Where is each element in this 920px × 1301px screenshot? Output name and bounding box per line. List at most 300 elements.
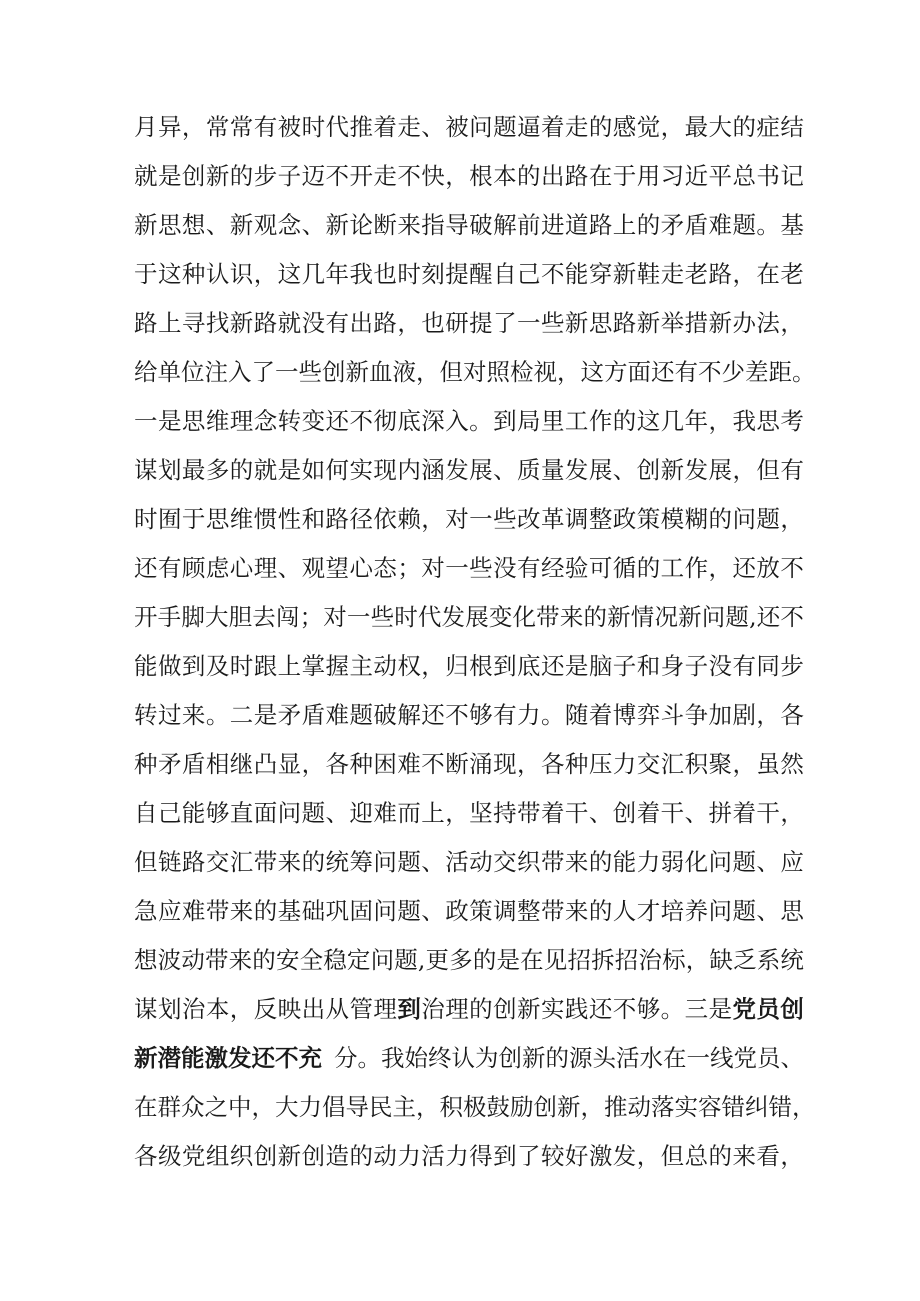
text-char: 干 bbox=[756, 799, 780, 827]
text-char: 新 bbox=[612, 260, 637, 288]
text-char: 开 bbox=[134, 603, 158, 631]
text-char: 念 bbox=[277, 211, 302, 239]
text-char: 平 bbox=[708, 162, 732, 190]
text-char: 自 bbox=[493, 260, 517, 288]
text-char: 如 bbox=[301, 456, 326, 484]
text-char: 活 bbox=[445, 848, 469, 876]
text-char: 、 bbox=[756, 897, 780, 925]
text-char: 、 bbox=[612, 456, 637, 484]
text-char: 理 bbox=[445, 995, 469, 1023]
text-char: 发 bbox=[612, 1142, 637, 1170]
text-char: 反 bbox=[253, 995, 278, 1023]
text-char: 展 bbox=[469, 456, 493, 484]
text-char: 新 bbox=[229, 309, 254, 337]
text-char: 破 bbox=[373, 701, 397, 729]
text-char: 些 bbox=[469, 554, 493, 582]
text-char: 发 bbox=[564, 456, 589, 484]
text-char: 子 bbox=[277, 162, 302, 190]
text-char: 出 bbox=[349, 309, 373, 337]
text-char: 拼 bbox=[708, 799, 732, 827]
text-char: 的 bbox=[472, 946, 497, 974]
text-char: 到 bbox=[493, 652, 517, 680]
text-line bbox=[134, 1083, 816, 1132]
text-char: 手 bbox=[157, 603, 182, 631]
text-char: 难 bbox=[708, 211, 732, 239]
text-char: 相 bbox=[205, 750, 230, 778]
text-char: 路 bbox=[181, 848, 206, 876]
text-char: 到 bbox=[493, 1142, 517, 1170]
text-char: 交 bbox=[636, 750, 661, 778]
text-char: 思 bbox=[157, 211, 182, 239]
text-char: 问 bbox=[708, 897, 732, 925]
text-char: 路 bbox=[588, 211, 613, 239]
text-char: 创 bbox=[636, 456, 661, 484]
text-char: ， bbox=[732, 260, 756, 288]
text-char: ， bbox=[251, 1093, 275, 1121]
text-char: 不 bbox=[325, 162, 349, 190]
text-char: 还 bbox=[421, 701, 445, 729]
text-char: 组 bbox=[205, 1142, 230, 1170]
text-char: 的 bbox=[517, 162, 541, 190]
text-char: 新 bbox=[708, 309, 732, 337]
text-char: 维 bbox=[205, 407, 230, 435]
text-char: 题 bbox=[725, 603, 749, 631]
text-char: 推 bbox=[604, 1093, 628, 1121]
text-char: 策 bbox=[636, 505, 661, 533]
text-char: 题 bbox=[397, 848, 421, 876]
text-char: 思 bbox=[780, 897, 804, 925]
text-char: 了 bbox=[517, 1142, 541, 1170]
text-char: 带 bbox=[540, 897, 565, 925]
text-char: 带 bbox=[205, 897, 230, 925]
text-char: 的 bbox=[588, 848, 613, 876]
text-char: 波 bbox=[157, 946, 182, 974]
text-char: 老 bbox=[780, 260, 804, 288]
text-char: 几 bbox=[660, 407, 685, 435]
text-char: ， bbox=[445, 799, 469, 827]
text-char: 常 bbox=[205, 113, 230, 141]
text-char: 多 bbox=[449, 946, 473, 974]
text-char: ， bbox=[557, 358, 581, 386]
text-char: 。 bbox=[205, 701, 230, 729]
text-char: 展 bbox=[465, 603, 489, 631]
text-char: 有 bbox=[517, 554, 541, 582]
text-char: 过 bbox=[157, 701, 182, 729]
text-char: 但 bbox=[134, 848, 158, 876]
text-char: 实 bbox=[540, 995, 565, 1023]
text-char: 也 bbox=[373, 260, 397, 288]
text-char: 年 bbox=[684, 407, 709, 435]
text-char: 力 bbox=[517, 701, 541, 729]
text-char: 顾 bbox=[181, 554, 206, 582]
text-char: 的 bbox=[253, 897, 278, 925]
text-char: 态 bbox=[373, 554, 397, 582]
text-char: 去 bbox=[252, 603, 276, 631]
text-char: 些 bbox=[370, 603, 395, 631]
text-char: 培 bbox=[660, 897, 685, 925]
text-char: 不 bbox=[445, 701, 469, 729]
text-char: 链 bbox=[157, 848, 182, 876]
text-line bbox=[134, 838, 804, 887]
text-char: 有 bbox=[253, 113, 278, 141]
text-char: 时 bbox=[394, 603, 418, 631]
text-char: 不 bbox=[698, 358, 722, 386]
text-char: 种 bbox=[349, 750, 373, 778]
text-char: 、 bbox=[756, 848, 780, 876]
text-char: 汇 bbox=[229, 848, 254, 876]
text-char: 纠 bbox=[745, 1093, 769, 1121]
text-char: ， bbox=[708, 407, 732, 435]
text-line bbox=[134, 740, 804, 789]
text-char: 一 bbox=[134, 407, 158, 435]
text-char: 到 bbox=[397, 995, 421, 1023]
text-line bbox=[134, 985, 804, 1034]
text-char: 安 bbox=[275, 946, 300, 974]
text-char: 能 bbox=[564, 260, 589, 288]
text-char: 坚 bbox=[469, 799, 493, 827]
text-char: 创 bbox=[780, 995, 804, 1023]
text-char: 对 bbox=[323, 603, 347, 631]
text-char: 这 bbox=[157, 260, 182, 288]
text-line bbox=[134, 1132, 804, 1181]
text-char: 问 bbox=[701, 603, 726, 631]
text-char: 拆 bbox=[591, 946, 615, 974]
text-char: 力 bbox=[298, 1093, 322, 1121]
text-char: 群 bbox=[157, 1093, 181, 1121]
text-char: 的 bbox=[708, 505, 732, 533]
text-char: 来 bbox=[397, 211, 421, 239]
text-char: ， bbox=[780, 505, 804, 533]
text-char: 的 bbox=[229, 162, 254, 190]
text-char: 应 bbox=[157, 897, 182, 925]
text-char: 归 bbox=[445, 652, 469, 680]
text-char: 直 bbox=[229, 799, 254, 827]
text-char: 底 bbox=[397, 407, 421, 435]
text-char: 了 bbox=[251, 358, 275, 386]
text-char: 新 bbox=[205, 162, 230, 190]
text-char: 能 bbox=[612, 848, 637, 876]
text-char: 是 bbox=[157, 407, 182, 435]
text-char: 对 bbox=[463, 358, 487, 386]
text-char: 最 bbox=[684, 113, 709, 141]
text-char: 觉 bbox=[636, 113, 661, 141]
text-char: 到 bbox=[493, 407, 517, 435]
text-char: 难 bbox=[325, 701, 349, 729]
text-char: 来 bbox=[228, 946, 253, 974]
text-char: 应 bbox=[780, 848, 804, 876]
text-char: 能 bbox=[181, 799, 206, 827]
text-char: 新 bbox=[607, 603, 631, 631]
text-char: 路 bbox=[612, 309, 637, 337]
text-char: 改 bbox=[517, 505, 541, 533]
text-char: 距 bbox=[768, 358, 792, 386]
text-char: 上 bbox=[421, 799, 445, 827]
text-char: 维 bbox=[229, 505, 254, 533]
text-char: 现 bbox=[373, 456, 397, 484]
text-char: 着 bbox=[732, 799, 756, 827]
text-char: ， bbox=[780, 1142, 804, 1170]
text-char: 治 bbox=[181, 995, 206, 1023]
text-char: 的 bbox=[229, 456, 254, 484]
text-char: 记 bbox=[780, 162, 804, 190]
text-char: 一 bbox=[445, 554, 469, 582]
text-char: 谋 bbox=[134, 456, 158, 484]
text-char: 握 bbox=[325, 652, 349, 680]
text-char: ， bbox=[732, 456, 756, 484]
text-char: 给 bbox=[134, 358, 158, 386]
text-char: 现 bbox=[493, 750, 517, 778]
text-char: 变 bbox=[301, 407, 326, 435]
text-char: 积 bbox=[684, 750, 709, 778]
text-char: 动 bbox=[469, 848, 493, 876]
text-char: 民 bbox=[369, 1093, 393, 1121]
text-char: ， bbox=[660, 113, 685, 141]
text-char: 各 bbox=[540, 750, 565, 778]
text-char: 工 bbox=[564, 407, 589, 435]
text-char: 自 bbox=[134, 799, 158, 827]
text-char: 是 bbox=[157, 162, 182, 190]
text-char: 检 bbox=[510, 358, 534, 386]
text-char: 对 bbox=[445, 505, 469, 533]
text-line bbox=[134, 593, 804, 642]
text-char: 着 bbox=[540, 799, 565, 827]
text-char: 创 bbox=[322, 358, 346, 386]
text-char: 映 bbox=[277, 995, 302, 1023]
text-char: 、 bbox=[421, 113, 445, 141]
text-char: 路 bbox=[373, 309, 397, 337]
text-char: 不 bbox=[780, 554, 804, 582]
text-char: 出 bbox=[540, 162, 565, 190]
text-char: 逼 bbox=[517, 113, 541, 141]
text-char: 年 bbox=[325, 260, 349, 288]
text-char: 、 bbox=[421, 848, 445, 876]
text-char: 展 bbox=[588, 456, 613, 484]
text-char: 矛 bbox=[660, 211, 685, 239]
text-char: 理 bbox=[373, 995, 397, 1023]
text-char: 新 bbox=[660, 456, 685, 484]
text-char: 干 bbox=[660, 799, 685, 827]
text-char: 径 bbox=[349, 505, 373, 533]
text-char: 时 bbox=[301, 113, 326, 141]
text-char: 代 bbox=[325, 113, 349, 141]
text-char: 汇 bbox=[660, 750, 685, 778]
text-char: 基 bbox=[780, 211, 804, 239]
text-char: 。 bbox=[660, 995, 685, 1023]
text-char: 解 bbox=[493, 211, 517, 239]
text-char: 注 bbox=[204, 358, 228, 386]
text-line bbox=[134, 152, 804, 201]
text-char: 题 bbox=[397, 897, 421, 925]
text-char: 的 bbox=[612, 407, 637, 435]
text-char: 种 bbox=[181, 260, 206, 288]
text-char: 己 bbox=[517, 260, 541, 288]
text-char: 缺 bbox=[709, 946, 733, 974]
text-char: 还 bbox=[588, 995, 613, 1023]
text-char: 定 bbox=[346, 946, 371, 974]
text-char: 种 bbox=[134, 750, 158, 778]
text-char: 、 bbox=[493, 456, 517, 484]
text-char: 主 bbox=[392, 1093, 416, 1121]
text-char: 进 bbox=[540, 211, 565, 239]
text-char: 时 bbox=[397, 260, 421, 288]
text-char: 措 bbox=[684, 309, 709, 337]
text-char: 织 bbox=[229, 1142, 254, 1170]
text-char: 多 bbox=[205, 456, 230, 484]
text-char: ， bbox=[636, 1142, 661, 1170]
text-char: 带 bbox=[204, 946, 229, 974]
text-char: 极 bbox=[463, 1093, 487, 1121]
text-char: 同 bbox=[756, 652, 780, 680]
text-char: 、 bbox=[325, 799, 349, 827]
text-char: ， bbox=[580, 1093, 604, 1121]
text-char: 。 bbox=[540, 701, 565, 729]
text-char: 位 bbox=[181, 358, 205, 386]
text-char: 经 bbox=[540, 554, 565, 582]
text-char: 显 bbox=[277, 750, 302, 778]
text-char: 题 bbox=[732, 897, 756, 925]
text-char: 带 bbox=[536, 603, 560, 631]
text-char: 在 bbox=[588, 162, 613, 190]
text-char: 从 bbox=[325, 995, 349, 1023]
text-char: 的 bbox=[349, 1142, 373, 1170]
text-char: 理 bbox=[253, 554, 278, 582]
text-char: 作 bbox=[684, 554, 709, 582]
text-char: 难 bbox=[373, 799, 397, 827]
text-char: 前 bbox=[517, 211, 541, 239]
text-char: 员 bbox=[756, 995, 780, 1023]
text-char: 问 bbox=[277, 799, 302, 827]
text-char: 调 bbox=[564, 505, 589, 533]
text-char: 稳 bbox=[323, 946, 347, 974]
text-segment: 分。我始终认为创新的源头活水在一线党员、 bbox=[334, 1044, 804, 1072]
text-char: 不 bbox=[780, 603, 804, 631]
text-char: 、 bbox=[421, 897, 445, 925]
text-char: 彻 bbox=[373, 407, 397, 435]
text-char: 众 bbox=[181, 1093, 205, 1121]
bold-heading-text: 新潜能激发还不充 bbox=[134, 1044, 322, 1072]
text-char: 、 bbox=[301, 211, 326, 239]
text-char: 断 bbox=[445, 750, 469, 778]
text-char: 问 bbox=[732, 505, 756, 533]
text-char: 单 bbox=[157, 358, 181, 386]
text-char: 的 bbox=[301, 848, 326, 876]
text-char: 面 bbox=[253, 799, 278, 827]
text-char: 发 bbox=[445, 456, 469, 484]
text-char: 于 bbox=[181, 505, 206, 533]
text-char: 还 bbox=[134, 554, 158, 582]
text-char: 开 bbox=[349, 162, 373, 190]
text-char: 创 bbox=[253, 1142, 278, 1170]
text-char: 党 bbox=[732, 995, 756, 1023]
text-char: 够 bbox=[469, 701, 493, 729]
text-char: 来 bbox=[564, 848, 589, 876]
text-char: 党 bbox=[181, 1142, 206, 1170]
text-char: 考 bbox=[780, 407, 804, 435]
text-char: 较 bbox=[540, 1142, 565, 1170]
text-char: 动 bbox=[181, 946, 205, 974]
text-char: 斗 bbox=[660, 701, 685, 729]
text-char: 总 bbox=[684, 1142, 709, 1170]
text-char: 新 bbox=[517, 995, 541, 1023]
text-char: 是 bbox=[277, 456, 302, 484]
text-char: 发 bbox=[684, 456, 709, 484]
text-char: 赖 bbox=[397, 505, 421, 533]
text-char: 种 bbox=[564, 750, 589, 778]
text-char: ， bbox=[756, 701, 780, 729]
text-char: 新 bbox=[134, 211, 158, 239]
text-char: 筹 bbox=[349, 848, 373, 876]
text-char: 掌 bbox=[301, 652, 326, 680]
text-char: 囿 bbox=[157, 505, 182, 533]
text-char: 剧 bbox=[732, 701, 756, 729]
text-char: 鼓 bbox=[486, 1093, 510, 1121]
text-char: 血 bbox=[369, 358, 393, 386]
text-char: 三 bbox=[684, 995, 709, 1023]
text-char: 及 bbox=[205, 652, 230, 680]
text-char: 的 bbox=[252, 946, 276, 974]
text-char: 老 bbox=[684, 260, 709, 288]
text-char: 上 bbox=[612, 211, 637, 239]
text-char: 方 bbox=[604, 358, 628, 386]
text-char: ， bbox=[780, 799, 804, 827]
text-char: 没 bbox=[708, 652, 732, 680]
text-char: 。 bbox=[792, 358, 816, 386]
text-char: 错 bbox=[721, 1093, 745, 1121]
text-char: 涌 bbox=[469, 750, 493, 778]
text-char: 身 bbox=[660, 652, 685, 680]
text-char: 在 bbox=[520, 946, 544, 974]
text-char: 错 bbox=[768, 1093, 792, 1121]
text-char: 整 bbox=[517, 897, 541, 925]
text-char: 思 bbox=[588, 309, 613, 337]
text-char: 新 bbox=[636, 309, 661, 337]
text-char: 得 bbox=[469, 1142, 493, 1170]
text-char: 谋 bbox=[134, 995, 158, 1023]
text-char: 也 bbox=[421, 309, 445, 337]
text-char: 月 bbox=[134, 113, 158, 141]
text-char: 提 bbox=[469, 309, 493, 337]
text-char: 脑 bbox=[588, 652, 613, 680]
text-char: 路 bbox=[253, 309, 278, 337]
text-char: 来 bbox=[181, 701, 206, 729]
text-char: 的 bbox=[708, 1142, 732, 1170]
text-char: 来 bbox=[559, 603, 584, 631]
text-char: 结 bbox=[780, 113, 804, 141]
text-char: 心 bbox=[349, 554, 373, 582]
text-char: , bbox=[749, 603, 757, 631]
text-char: 力 bbox=[445, 1142, 469, 1170]
text-char: 各 bbox=[780, 701, 804, 729]
text-char: 跟 bbox=[253, 652, 278, 680]
text-char: 全 bbox=[299, 946, 324, 974]
text-char: 些 bbox=[493, 505, 517, 533]
text-char: 用 bbox=[636, 162, 661, 190]
text-char: 急 bbox=[134, 897, 158, 925]
text-char: 想 bbox=[134, 946, 158, 974]
text-char: 治 bbox=[638, 946, 662, 974]
text-char: 做 bbox=[157, 652, 182, 680]
text-char: 就 bbox=[253, 456, 278, 484]
text-char: 上 bbox=[157, 309, 182, 337]
text-char: 思 bbox=[181, 407, 206, 435]
text-char: 各 bbox=[325, 750, 349, 778]
text-char: 人 bbox=[612, 897, 637, 925]
text-char: 路 bbox=[564, 162, 589, 190]
text-char: 还 bbox=[325, 407, 349, 435]
text-char: 化 bbox=[512, 603, 536, 631]
text-char: 治 bbox=[421, 995, 445, 1023]
text-char: 创 bbox=[301, 1142, 326, 1170]
